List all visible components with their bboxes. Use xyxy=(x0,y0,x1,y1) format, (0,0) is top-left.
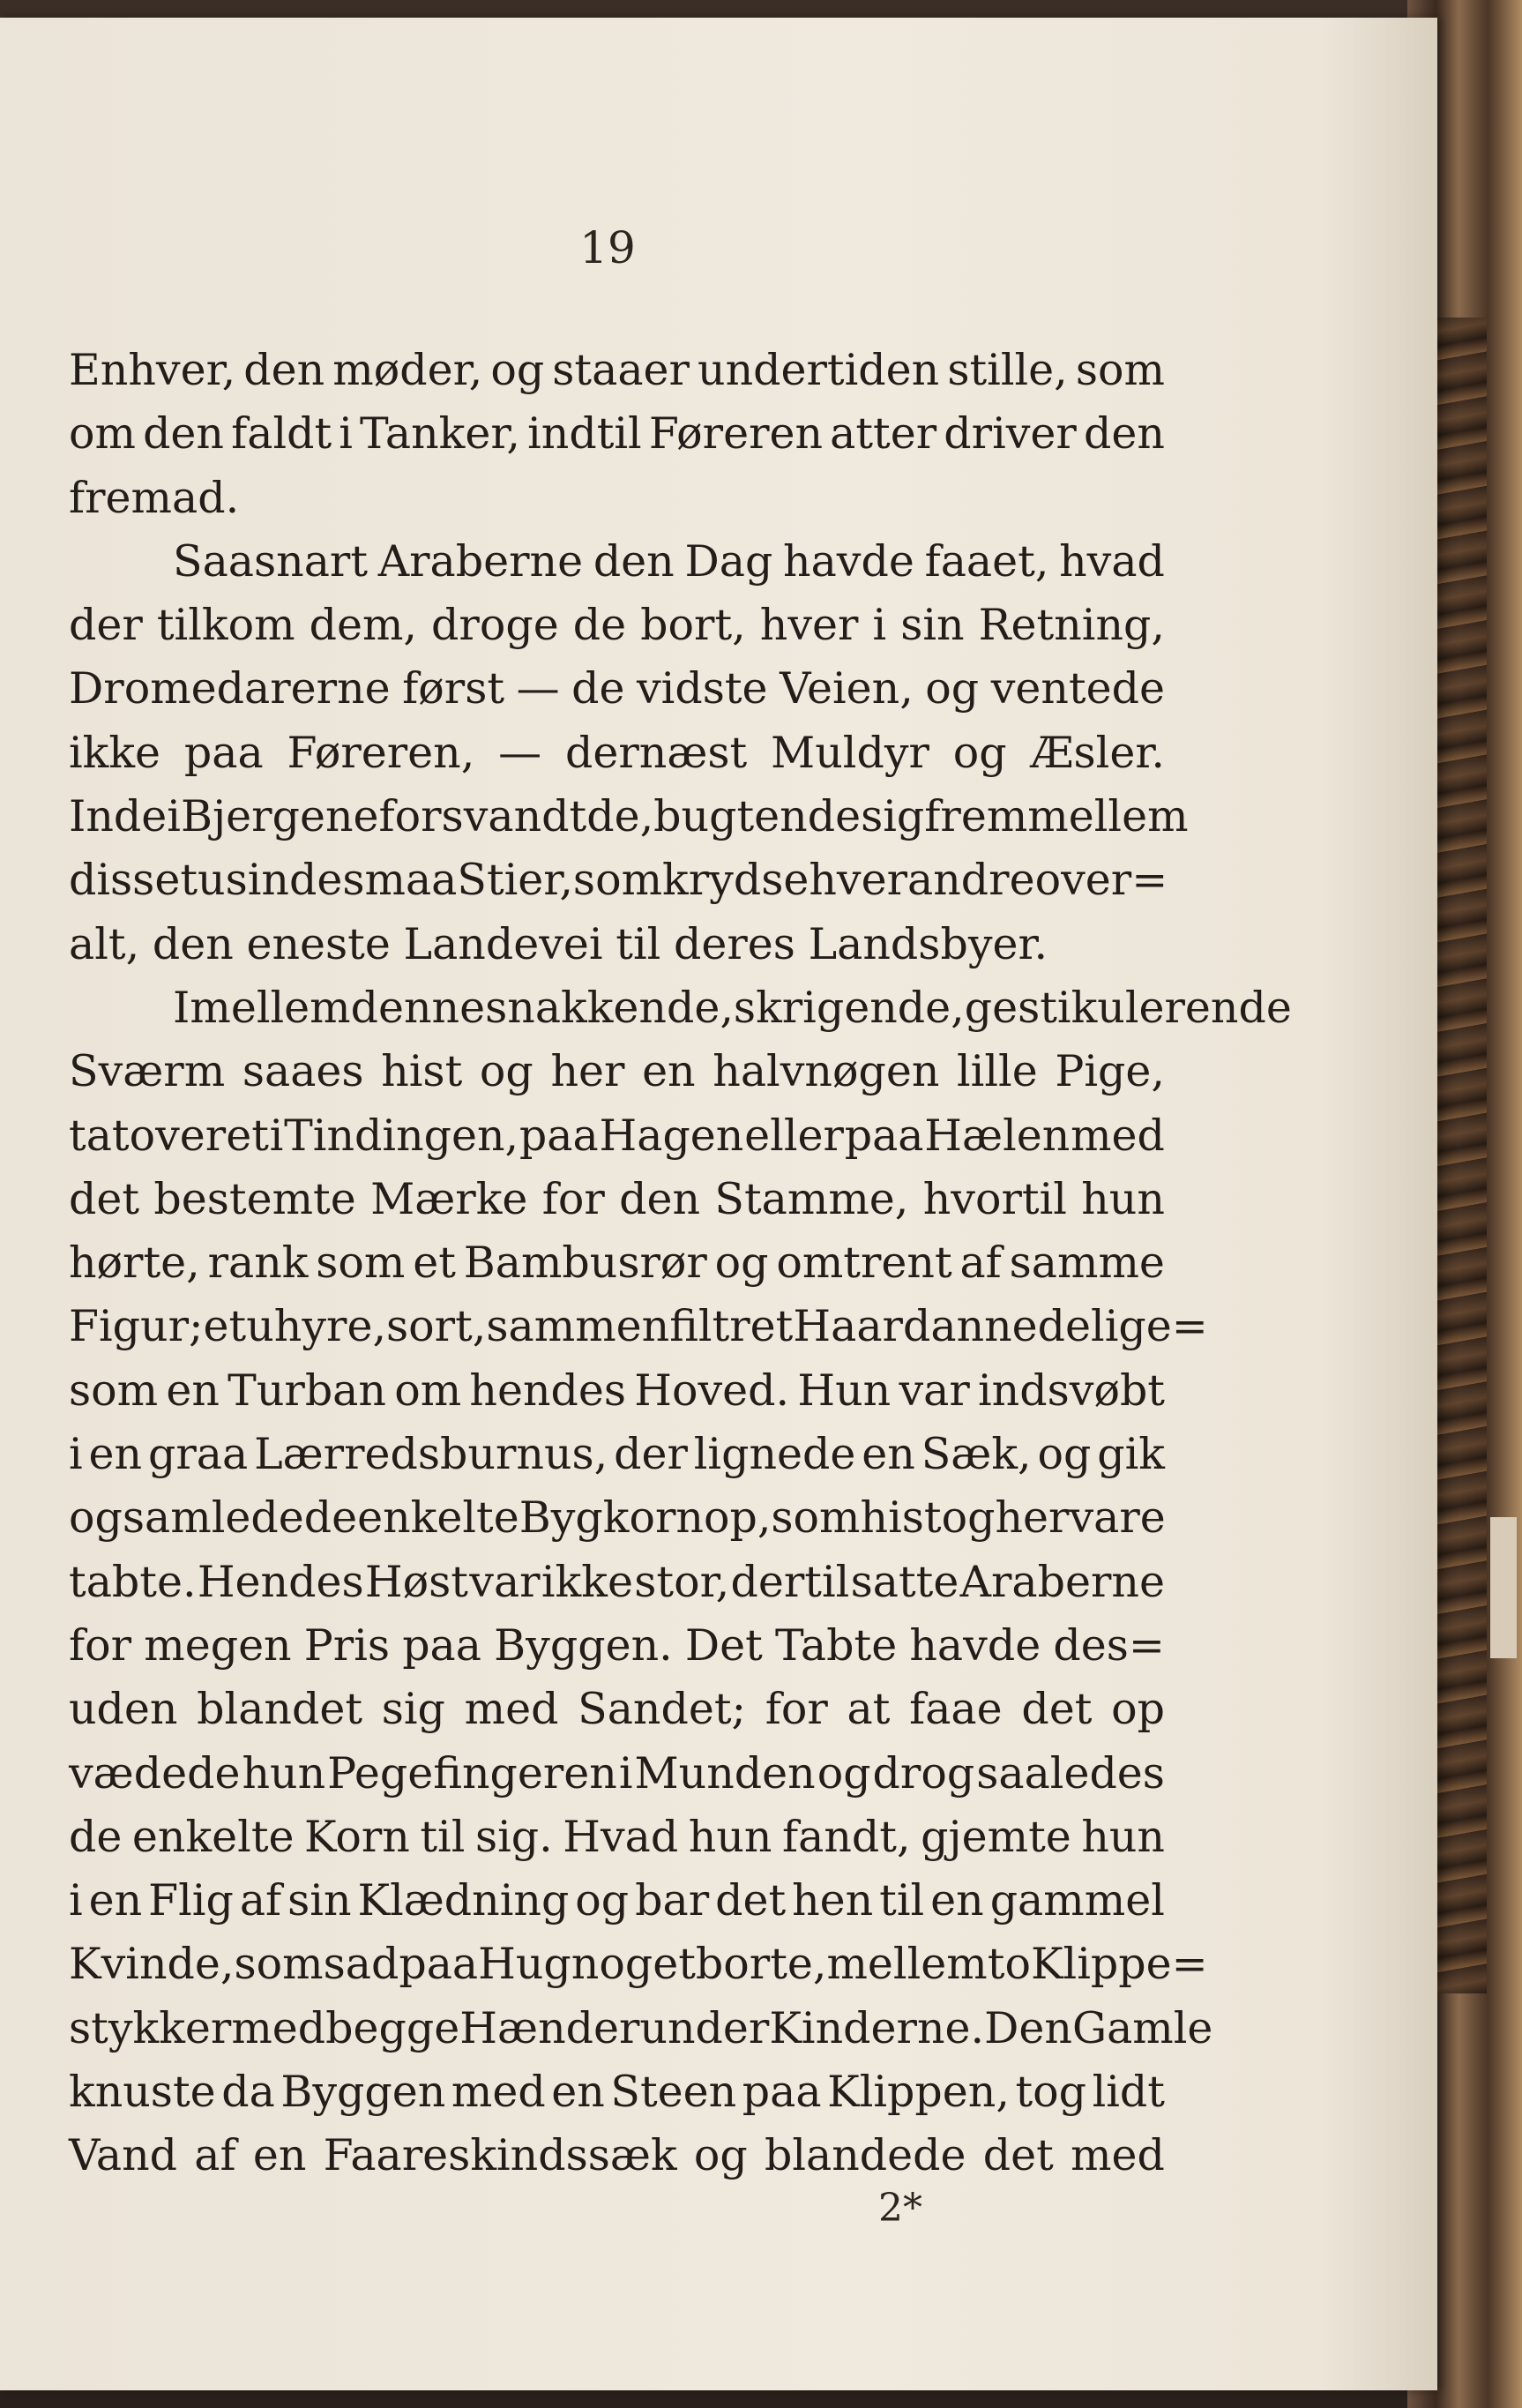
word: den xyxy=(1083,408,1165,460)
word: — xyxy=(498,727,542,778)
word: gestikulerende xyxy=(964,982,1292,1033)
word: som xyxy=(771,1492,861,1544)
word: hun xyxy=(1081,1811,1165,1862)
word: eller xyxy=(744,1110,844,1161)
word: et xyxy=(203,1301,247,1352)
text-line xyxy=(69,2124,1165,2187)
text-line xyxy=(69,1423,1165,1486)
word: Klippen, xyxy=(827,2067,1010,2118)
word: hverandre xyxy=(809,855,1035,906)
word: tabte. xyxy=(69,1556,197,1607)
word: Den xyxy=(984,2002,1072,2053)
word: faaet, xyxy=(924,535,1049,587)
word: tilkom xyxy=(156,600,295,651)
word: Stamme, xyxy=(714,1173,909,1224)
word: i xyxy=(618,1747,633,1799)
word: Tanker, xyxy=(360,408,520,460)
word: hun xyxy=(1081,1173,1165,1224)
word: for xyxy=(541,1173,605,1224)
word: Vand xyxy=(69,2130,178,2181)
word: enkelte xyxy=(357,1492,519,1544)
word: til xyxy=(879,1875,925,1926)
word: var xyxy=(899,1365,970,1416)
word: disse xyxy=(69,855,181,906)
word: Stier, xyxy=(457,855,573,906)
word: stykker xyxy=(69,2002,232,2053)
word: Hendes xyxy=(197,1556,364,1607)
word: med xyxy=(1071,1110,1165,1161)
word: saaledes xyxy=(976,1747,1165,1799)
word: og xyxy=(693,2130,748,2181)
word: Klædning xyxy=(357,1875,570,1926)
word: smaa xyxy=(342,855,458,906)
word: borte, xyxy=(695,1939,827,1990)
text-line xyxy=(69,530,1165,594)
text-line xyxy=(69,657,1165,721)
word: deres xyxy=(674,918,795,969)
word: satte xyxy=(850,1556,959,1607)
text-line xyxy=(69,1486,1165,1550)
word: Hagen xyxy=(599,1110,744,1161)
word: vædede xyxy=(69,1747,241,1799)
word: Hælen xyxy=(924,1110,1071,1161)
word: en xyxy=(88,1875,143,1926)
word: det xyxy=(1021,1684,1093,1735)
word: gik xyxy=(1097,1429,1165,1480)
word: Lærredsburnus, xyxy=(254,1429,608,1480)
word: Kinderne. xyxy=(769,2002,985,2053)
word: den xyxy=(243,345,325,395)
word: de xyxy=(571,663,625,714)
word: hen xyxy=(792,1875,874,1926)
text-line xyxy=(69,1806,1165,1869)
word: med xyxy=(231,2002,326,2053)
word: havde xyxy=(783,535,914,587)
word: det xyxy=(715,1875,787,1926)
word: Dromedarerne xyxy=(69,663,391,714)
word: og xyxy=(575,1875,630,1926)
word: hist xyxy=(381,1046,463,1097)
word: bar xyxy=(635,1875,710,1926)
word: bort, xyxy=(640,600,746,651)
word: og xyxy=(952,727,1007,778)
word: møder, xyxy=(332,345,483,395)
word: Turban xyxy=(228,1365,386,1416)
word: gjemte xyxy=(921,1811,1071,1862)
word: Mærke xyxy=(370,1173,528,1224)
word: droge xyxy=(431,600,559,651)
word: tog xyxy=(1015,2067,1087,2118)
word: lige= xyxy=(1091,1301,1208,1352)
word: Sæk, xyxy=(921,1429,1032,1480)
word: her xyxy=(550,1046,625,1097)
word: Hænder xyxy=(459,2002,640,2053)
word: skrigende, xyxy=(733,982,965,1033)
word: og xyxy=(479,1046,533,1097)
word: som xyxy=(69,1365,159,1416)
word: ikke xyxy=(69,727,161,778)
word: med xyxy=(451,2067,546,2118)
word: i xyxy=(69,1429,83,1480)
word: Sandet; xyxy=(578,1684,747,1735)
word: samlede xyxy=(122,1492,304,1544)
word: den xyxy=(593,535,675,587)
text-line xyxy=(69,1551,1165,1614)
word: undertiden xyxy=(698,345,940,395)
word: lignede xyxy=(693,1429,856,1480)
word: paa xyxy=(399,1939,479,1990)
word: til xyxy=(420,1811,466,1862)
word: Det xyxy=(684,1619,763,1671)
word: der xyxy=(69,600,143,651)
signature-mark: 2* xyxy=(878,2186,922,2231)
word: der xyxy=(614,1429,688,1480)
word: uden xyxy=(69,1684,178,1735)
word: forsvandt xyxy=(378,791,587,842)
word: Landsbyer. xyxy=(808,918,1048,969)
text-line xyxy=(69,1359,1165,1423)
word: atter xyxy=(830,408,937,460)
word: frem xyxy=(924,791,1028,842)
word: driver xyxy=(944,408,1077,460)
word: op, xyxy=(703,1492,772,1544)
word: og xyxy=(69,1492,123,1544)
word: Retning, xyxy=(978,600,1165,651)
text-line xyxy=(69,1168,1165,1231)
word: som xyxy=(572,855,663,906)
word: at xyxy=(847,1684,891,1735)
word: hun xyxy=(688,1811,772,1862)
word: Hun xyxy=(797,1365,892,1416)
word: hvortil xyxy=(922,1173,1067,1224)
word: som xyxy=(316,1238,406,1289)
word: Byggen xyxy=(280,2067,446,2118)
word: des= xyxy=(1053,1619,1165,1671)
word: den xyxy=(619,1173,701,1224)
word: Steen xyxy=(610,2067,737,2118)
word: Byggen. xyxy=(494,1619,673,1671)
word: i xyxy=(872,600,887,651)
word: Føreren xyxy=(648,408,824,460)
word: det xyxy=(982,2130,1054,2181)
word: Føreren, xyxy=(287,727,475,778)
word: Figur; xyxy=(69,1301,204,1352)
word: sig xyxy=(381,1684,445,1735)
text-line xyxy=(69,1614,1165,1678)
word: hørte, xyxy=(69,1238,200,1289)
word: Dag xyxy=(684,535,773,587)
text-line xyxy=(69,339,1165,402)
word: en xyxy=(862,1429,915,1480)
word: knuste xyxy=(69,2067,216,2118)
text-line xyxy=(69,1231,1165,1295)
word: omtrent xyxy=(776,1238,952,1289)
word: snakkende, xyxy=(485,982,734,1033)
page-number: 19 xyxy=(579,222,636,273)
word: hver xyxy=(759,600,859,651)
word: var xyxy=(469,1556,541,1607)
word: indsvøbt xyxy=(978,1365,1165,1416)
word: indtil xyxy=(527,408,642,460)
word: Landevei xyxy=(403,918,603,969)
word: Enhver, xyxy=(69,345,236,395)
text-line xyxy=(69,1040,1165,1103)
word: en xyxy=(252,2130,307,2181)
word: under xyxy=(639,2002,770,2053)
text-line xyxy=(69,722,1165,785)
word: Haar xyxy=(793,1301,903,1352)
word: Bambusrør xyxy=(463,1238,707,1289)
word: i xyxy=(339,408,353,460)
word: med xyxy=(1071,2130,1165,2181)
word: lille xyxy=(957,1046,1038,1097)
word: Hvad xyxy=(563,1811,679,1862)
word: paa xyxy=(402,1619,481,1671)
word: tatoveret xyxy=(69,1110,269,1161)
word: mellem xyxy=(826,1939,988,1990)
word: Faareskindssæk xyxy=(323,2130,677,2181)
word: samme xyxy=(1009,1238,1165,1289)
word: den xyxy=(143,408,224,460)
word: fremad. xyxy=(69,472,240,523)
word: begge xyxy=(325,2002,460,2053)
word: ventede xyxy=(990,663,1165,714)
word: Klippe= xyxy=(1030,1939,1208,1990)
word: blandede xyxy=(765,2130,966,2181)
word: Hoved. xyxy=(634,1365,790,1416)
word: Pige, xyxy=(1055,1046,1165,1097)
word: for xyxy=(765,1684,828,1735)
book-page xyxy=(0,18,1437,2390)
word: om xyxy=(69,408,136,460)
word: den xyxy=(152,918,234,969)
word: uhyre, xyxy=(246,1301,387,1352)
word: en xyxy=(930,1875,984,1926)
word: Muldyr xyxy=(771,727,929,778)
text-line xyxy=(69,913,1165,976)
text-line xyxy=(69,1104,1165,1168)
text-line xyxy=(69,785,1189,849)
word: Hug xyxy=(478,1939,571,1990)
word: to xyxy=(987,1939,1031,1990)
word: først xyxy=(402,663,505,714)
spine-page-edge xyxy=(1490,1517,1517,1658)
word: af xyxy=(959,1238,1002,1289)
word: dernæst xyxy=(564,727,748,778)
word: for xyxy=(69,1619,132,1671)
word: tusinde xyxy=(180,855,343,906)
word: Munden xyxy=(634,1747,816,1799)
word: graa xyxy=(147,1429,249,1480)
word: Flig xyxy=(148,1875,234,1926)
word: Sværm xyxy=(69,1046,226,1097)
text-line xyxy=(69,1933,1208,1996)
word: hvad xyxy=(1059,535,1165,587)
text-line xyxy=(69,849,1168,912)
text-line xyxy=(69,402,1165,466)
word: lidt xyxy=(1092,2067,1165,2118)
word: megen xyxy=(144,1619,292,1671)
word: som xyxy=(234,1939,324,1990)
word: rank xyxy=(207,1238,309,1289)
text-line xyxy=(69,467,1165,530)
word: staaer xyxy=(552,345,690,395)
word: af xyxy=(194,2130,236,2181)
word: drog xyxy=(872,1747,975,1799)
word: og xyxy=(490,345,545,395)
word: sammenfiltret xyxy=(486,1301,794,1352)
word: vidste xyxy=(637,663,768,714)
word: Bjergene xyxy=(180,791,379,842)
word: i xyxy=(269,1110,284,1161)
text-line xyxy=(69,1742,1165,1806)
word: her xyxy=(995,1492,1070,1544)
text-line xyxy=(69,594,1165,657)
word: havde xyxy=(909,1619,1041,1671)
word: Gamle xyxy=(1071,2002,1213,2053)
text-line xyxy=(69,976,1292,1040)
word: og xyxy=(1037,1429,1092,1480)
word: et xyxy=(413,1238,456,1289)
word: mellem xyxy=(1027,791,1189,842)
word: det xyxy=(69,1173,140,1224)
text-line xyxy=(69,1997,1213,2060)
word: og xyxy=(925,663,980,714)
word: sin xyxy=(287,1875,352,1926)
word: Bygkorn xyxy=(519,1492,704,1544)
word: Høst xyxy=(364,1556,468,1607)
word: sig. xyxy=(474,1811,553,1862)
word: de xyxy=(572,600,627,651)
word: op xyxy=(1111,1684,1165,1735)
word: Saasnart xyxy=(173,535,369,587)
word: sort, xyxy=(386,1301,487,1352)
word: sad xyxy=(323,1939,399,1990)
word: i xyxy=(167,791,181,842)
word: faae xyxy=(909,1684,1003,1735)
word: vare xyxy=(1069,1492,1166,1544)
word: krydse xyxy=(662,855,809,906)
word: og xyxy=(714,1238,769,1289)
word: til xyxy=(616,918,661,969)
word: paa xyxy=(183,727,264,778)
word: sin xyxy=(900,600,965,651)
word: Inde xyxy=(69,791,168,842)
word: en xyxy=(166,1365,220,1416)
word: og xyxy=(817,1747,871,1799)
word: en xyxy=(88,1429,143,1480)
word: de xyxy=(69,1811,123,1862)
word: som xyxy=(1075,345,1165,395)
word: ikke xyxy=(541,1556,633,1607)
text-line xyxy=(69,1678,1165,1741)
word: om xyxy=(394,1365,462,1416)
text-line xyxy=(69,2060,1165,2124)
word: i xyxy=(69,1875,83,1926)
word: fandt, xyxy=(781,1811,911,1862)
word: de, xyxy=(586,791,654,842)
word: gammel xyxy=(989,1875,1165,1926)
text-line xyxy=(69,1295,1208,1358)
word: — xyxy=(516,663,560,714)
word: paa xyxy=(742,2067,822,2118)
word: Araberne xyxy=(377,535,584,587)
word: Veien, xyxy=(780,663,914,714)
word: alt, xyxy=(69,918,140,969)
word: hun xyxy=(242,1747,326,1799)
word: og xyxy=(941,1492,996,1544)
word: bestemte xyxy=(153,1173,356,1224)
word: de xyxy=(303,1492,358,1544)
word: saaes xyxy=(242,1046,364,1097)
word: Tabte xyxy=(775,1619,898,1671)
word: hendes xyxy=(469,1365,627,1416)
body-text xyxy=(69,339,1292,2188)
word: af xyxy=(239,1875,282,1926)
top-edge xyxy=(0,0,1522,19)
word: eneste xyxy=(246,918,391,969)
word: med xyxy=(464,1684,559,1735)
word: denne xyxy=(350,982,486,1033)
word: Pegefingeren xyxy=(327,1747,617,1799)
word: dertil xyxy=(730,1556,850,1607)
word: Tindingen, xyxy=(284,1110,519,1161)
word: stille, xyxy=(947,345,1068,395)
word: Kvinde, xyxy=(69,1939,235,1990)
text-line xyxy=(69,1869,1165,1933)
word: noget xyxy=(571,1939,696,1990)
word: en xyxy=(551,2067,605,2118)
word: Korn xyxy=(304,1811,410,1862)
word: en xyxy=(642,1046,696,1097)
word: bugtende xyxy=(653,791,862,842)
word: sig xyxy=(861,791,925,842)
word: Imellem xyxy=(173,982,351,1033)
word: blandet xyxy=(197,1684,363,1735)
word: hist xyxy=(860,1492,942,1544)
word: over= xyxy=(1034,855,1168,906)
word: enkelte xyxy=(131,1811,295,1862)
word: paa xyxy=(844,1110,924,1161)
word: Æsler. xyxy=(1030,727,1165,778)
word: dannede xyxy=(902,1301,1092,1352)
word: paa xyxy=(519,1110,599,1161)
word: Araberne xyxy=(959,1556,1165,1607)
word: faldt xyxy=(231,408,332,460)
word: dem, xyxy=(309,600,417,651)
word: stor, xyxy=(634,1556,730,1607)
word: da xyxy=(221,2067,275,2118)
word: halvnøgen xyxy=(713,1046,940,1097)
word: Pris xyxy=(303,1619,391,1671)
